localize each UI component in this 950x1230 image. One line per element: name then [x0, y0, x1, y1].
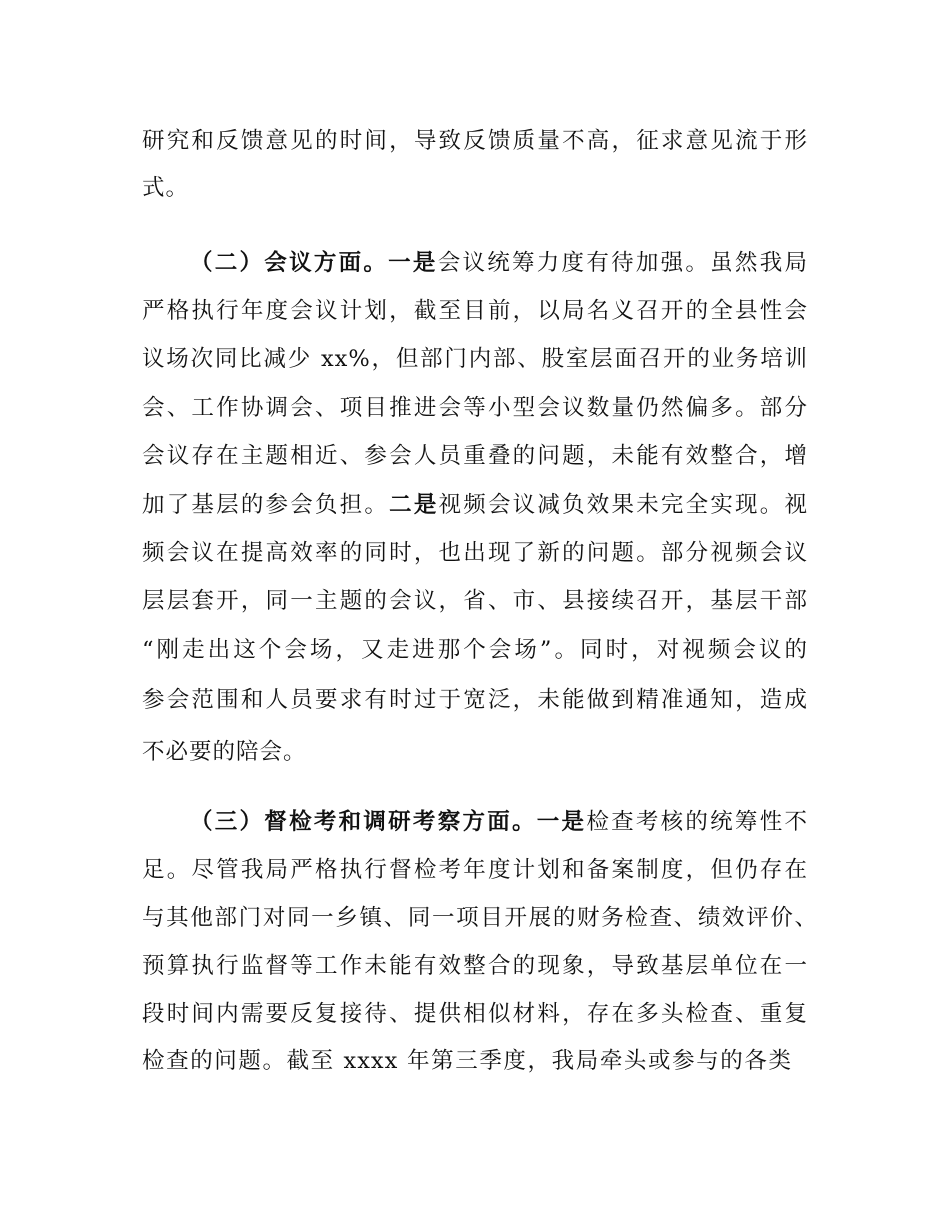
text-line: 会议存在主题相近、参会人员重叠的问题，未能有效整合，增: [142, 443, 808, 469]
text-line: （二）会议方面。一是会议统筹力度有待加强。虽然我局: [190, 250, 808, 276]
text-line: 足。尽管我局严格执行督检考年度计划和备案制度，但仍存在: [142, 857, 808, 883]
point-label: 一是: [536, 809, 587, 835]
point-label: 一是: [388, 250, 438, 276]
text-line: 研究和反馈意见的时间，导致反馈质量不高，征求意见流于形: [142, 128, 808, 154]
text-line: 不必要的陪会。: [142, 739, 307, 765]
point-label: 二是: [389, 492, 439, 518]
text-line: 频会议在提高效率的同时，也出现了新的问题。部分视频会议: [142, 540, 808, 566]
text-line: 参会范围和人员要求有时过于宽泛，未能做到精准通知，造成: [142, 687, 808, 713]
text-line: 层层套开，同一主题的会议，省、市、县接续召开，基层干部: [142, 588, 808, 614]
text-line: 与其他部门对同一乡镇、同一项目开展的财务检查、绩效评价、: [142, 905, 818, 931]
text-line: 加了基层的参会负担。二是视频会议减负效果未完全实现。视: [142, 492, 808, 518]
text-line: 预算执行监督等工作未能有效整合的现象，导致基层单位在一: [142, 953, 808, 979]
text-line: “刚走出这个会场，又走进那个会场”。同时，对视频会议的: [142, 637, 808, 663]
text-line: （三）督检考和调研考察方面。一是检查考核的统筹性不: [190, 809, 808, 835]
text-line: 严格执行年度会议计划，截至目前，以局名义召开的全县性会: [142, 298, 808, 324]
text-line: 检查的问题。截至 xxxx 年第三季度，我局牵头或参与的各类: [142, 1048, 792, 1074]
section-heading: （二）会议方面。: [190, 250, 389, 276]
text-line: 段时间内需要反复接待、提供相似材料，存在多头检查、重复: [142, 1001, 808, 1027]
text-line: 式。: [142, 175, 190, 201]
section-heading: （三）督检考和调研考察方面。: [190, 809, 537, 835]
text-line: 会、工作协调会、项目推进会等小型会议数量仍然偏多。部分: [142, 395, 808, 421]
text-line: 议场次同比减少 xx%，但部门内部、股室层面召开的业务培训: [142, 346, 808, 372]
